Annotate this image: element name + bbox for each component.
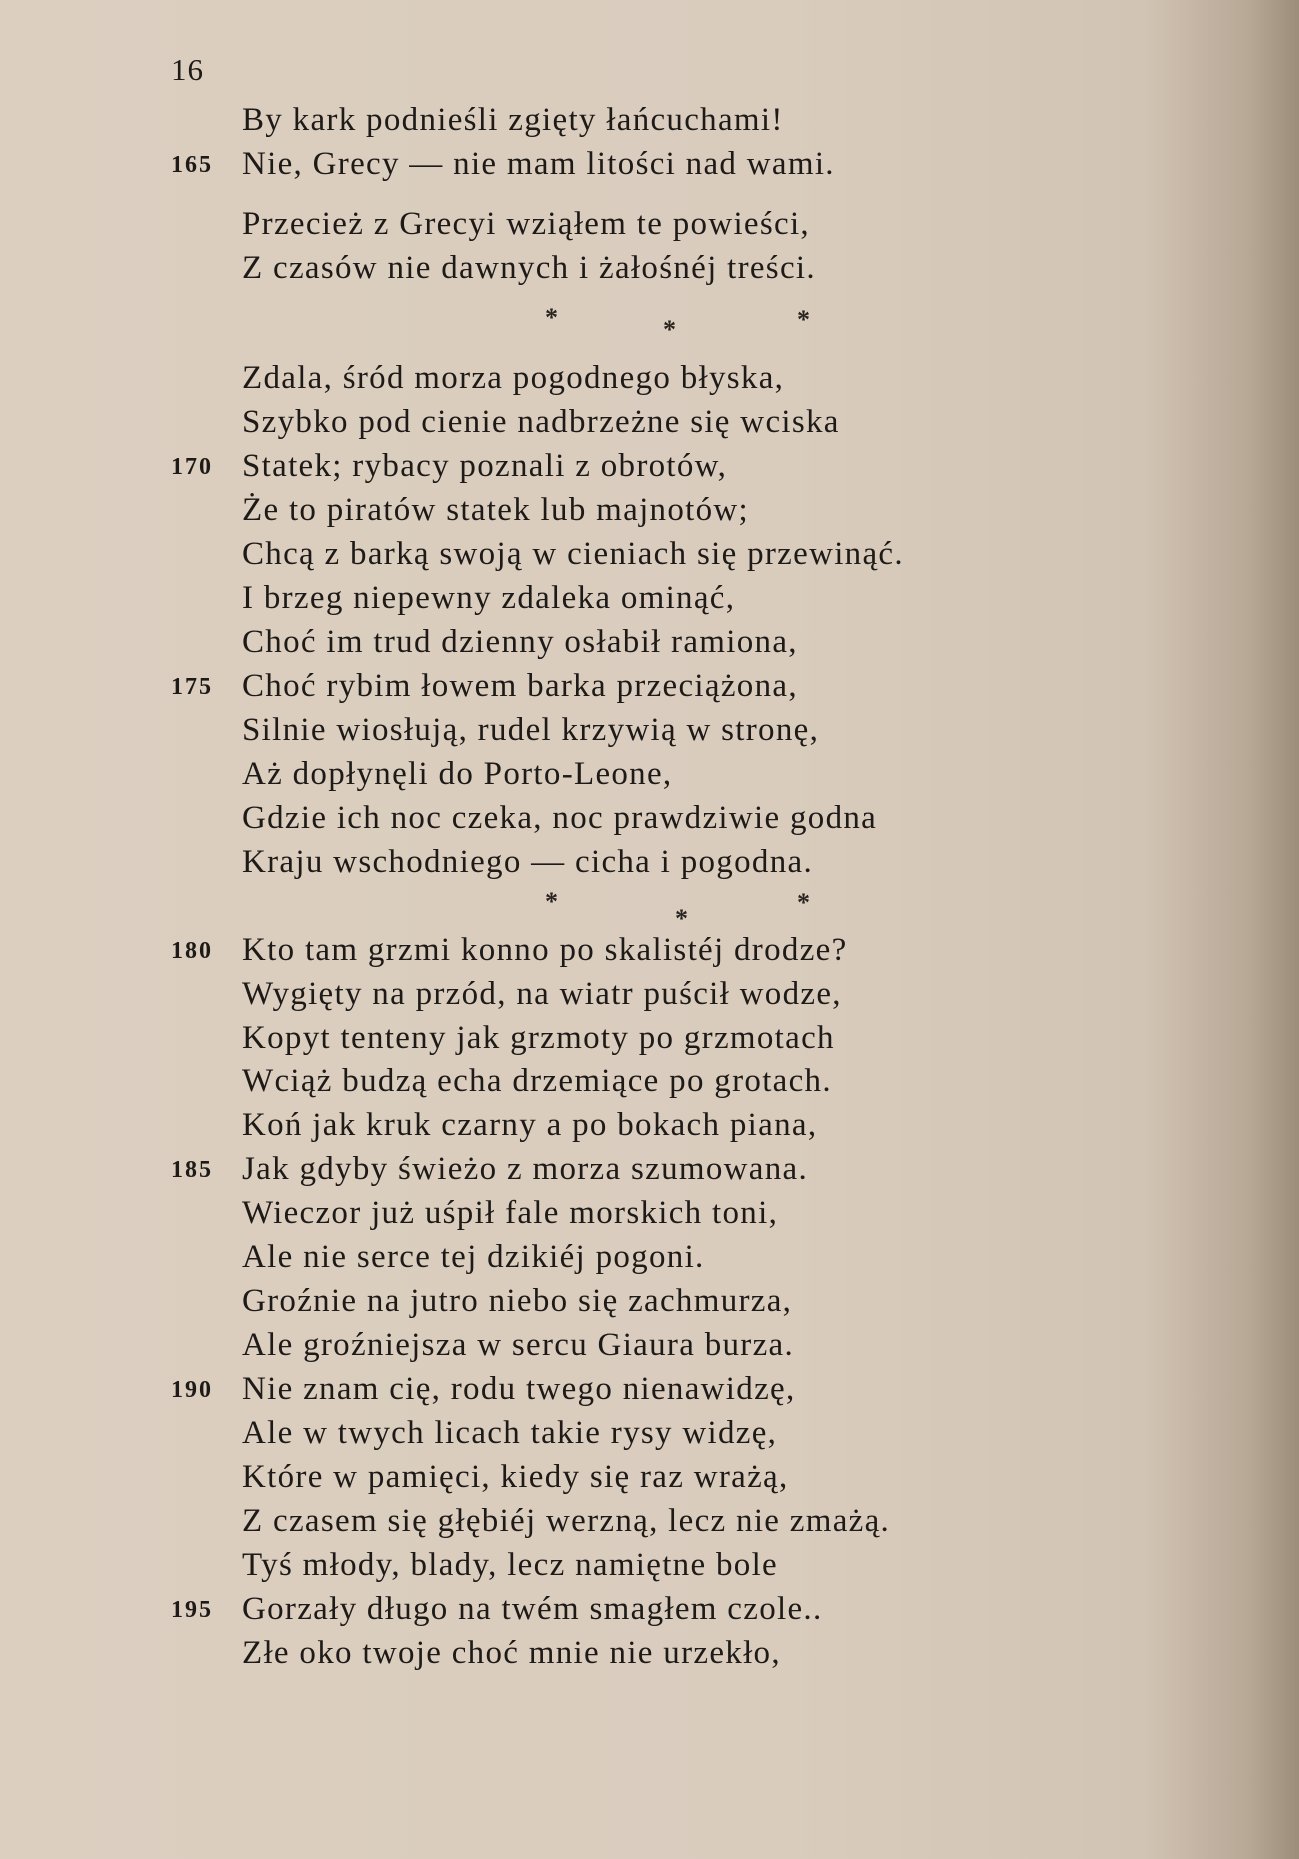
verse-line [0, 102, 1100, 142]
separator-star: * [797, 888, 810, 917]
line-text: Wygięty na przód, na wiatr puścił wodze, [242, 976, 842, 1012]
line-text: Koń jak kruk czarny a po bokach piana, [242, 1107, 818, 1143]
line-text: I brzeg niepewny zdaleka ominąć, [242, 580, 736, 616]
line-text: Że to piratów statek lub majnotów; [242, 492, 750, 528]
line-text: Zdala, śród morza pogodnego błyska, [242, 360, 785, 396]
verse-line [0, 1107, 1100, 1147]
verse-line [0, 1635, 1100, 1675]
line-text: Gorzały długo na twém smagłem czole.. [242, 1591, 823, 1627]
separator-star: * [797, 305, 810, 334]
verse-line [0, 1503, 1100, 1543]
verse-line [0, 404, 1100, 444]
line-number: 175 [171, 674, 213, 700]
line-text: Które w pamięci, kiedy się raz wrażą, [242, 1459, 789, 1495]
line-text: Szybko pod cienie nadbrzeżne się wciska [242, 404, 840, 440]
line-text: Z czasów nie dawnych i żałośnéj treści. [242, 250, 816, 286]
verse-line [0, 492, 1100, 532]
line-text: Nie, Grecy — nie mam litości nad wami. [242, 146, 835, 182]
verse-line [0, 1459, 1100, 1499]
verse-line [0, 1547, 1100, 1587]
verse-line [0, 1371, 1100, 1411]
line-text: Kraju wschodniego — cicha i pogodna. [242, 844, 813, 880]
line-text: Groźnie na jutro niebo się zachmurza, [242, 1283, 793, 1319]
separator-star: * [675, 904, 688, 933]
verse-line [0, 360, 1100, 400]
verse-line [0, 580, 1100, 620]
line-text: Silnie wiosłują, rudel krzywią w stronę, [242, 712, 820, 748]
line-text: Z czasem się głębiéj werzną, lecz nie zmażą. [242, 1503, 891, 1539]
verse-line [0, 624, 1100, 664]
line-text: Ale groźniejsza w sercu Giaura burza. [242, 1327, 795, 1363]
line-number: 190 [171, 1377, 213, 1403]
line-number: 170 [171, 454, 213, 480]
verse-line [0, 1020, 1100, 1060]
line-text: By kark podnieśli zgięty łańcuchami! [242, 102, 784, 138]
verse-line [0, 206, 1100, 246]
line-text: Tyś młody, blady, lecz namiętne bole [242, 1547, 778, 1583]
line-text: Przecież z Grecyi wziąłem te powieści, [242, 206, 810, 242]
line-text: Statek; rybacy poznali z obrotów, [242, 448, 728, 484]
verse-line [0, 536, 1100, 576]
verse-line [0, 250, 1100, 290]
line-text: Jak gdyby świeżo z morza szumowana. [242, 1151, 809, 1187]
verse-line [0, 146, 1100, 186]
verse-line [0, 668, 1100, 708]
verse-line [0, 1063, 1100, 1103]
line-text: Gdzie ich noc czeka, noc prawdziwie godna [242, 800, 878, 836]
verse-line [0, 1151, 1100, 1191]
verse-line [0, 1591, 1100, 1631]
verse-line [0, 1283, 1100, 1323]
line-number: 165 [171, 152, 213, 178]
line-number: 185 [171, 1157, 213, 1183]
line-text: Kopyt tenteny jak grzmoty po grzmotach [242, 1020, 835, 1056]
separator-star: * [545, 887, 558, 916]
line-text: Wieczor już uśpił fale morskich toni, [242, 1195, 779, 1231]
line-text: Choć im trud dzienny osłabił ramiona, [242, 624, 798, 660]
verse-line [0, 800, 1100, 840]
verse-line [0, 1415, 1100, 1455]
line-text: Chcą z barką swoją w cieniach się przewinąć. [242, 536, 904, 572]
verse-line [0, 712, 1100, 752]
verse-line [0, 448, 1100, 488]
line-text: Ale nie serce tej dzikiéj pogoni. [242, 1239, 705, 1275]
verse-line [0, 1327, 1100, 1367]
line-number: 195 [171, 1597, 213, 1623]
line-text: Złe oko twoje choć mnie nie urzekło, [242, 1635, 781, 1671]
separator-star: * [545, 303, 558, 332]
verse-line [0, 756, 1100, 796]
line-text: Choć rybim łowem barka przeciążona, [242, 668, 798, 704]
verse-line [0, 932, 1100, 972]
line-text: Nie znam cię, rodu twego nienawidzę, [242, 1371, 796, 1407]
line-text: Aż dopłynęli do Porto-Leone, [242, 756, 673, 792]
verse-line [0, 976, 1100, 1016]
verse-line [0, 844, 1100, 884]
line-text: Kto tam grzmi konno po skalistéj drodze? [242, 932, 848, 968]
separator-star: * [663, 315, 676, 344]
page-number: 16 [171, 52, 204, 87]
line-number: 180 [171, 938, 213, 964]
line-text: Wciąż budzą echa drzemiące po grotach. [242, 1063, 832, 1099]
line-text: Ale w twych licach takie rysy widzę, [242, 1415, 778, 1451]
verse-line [0, 1239, 1100, 1279]
verse-line [0, 1195, 1100, 1235]
